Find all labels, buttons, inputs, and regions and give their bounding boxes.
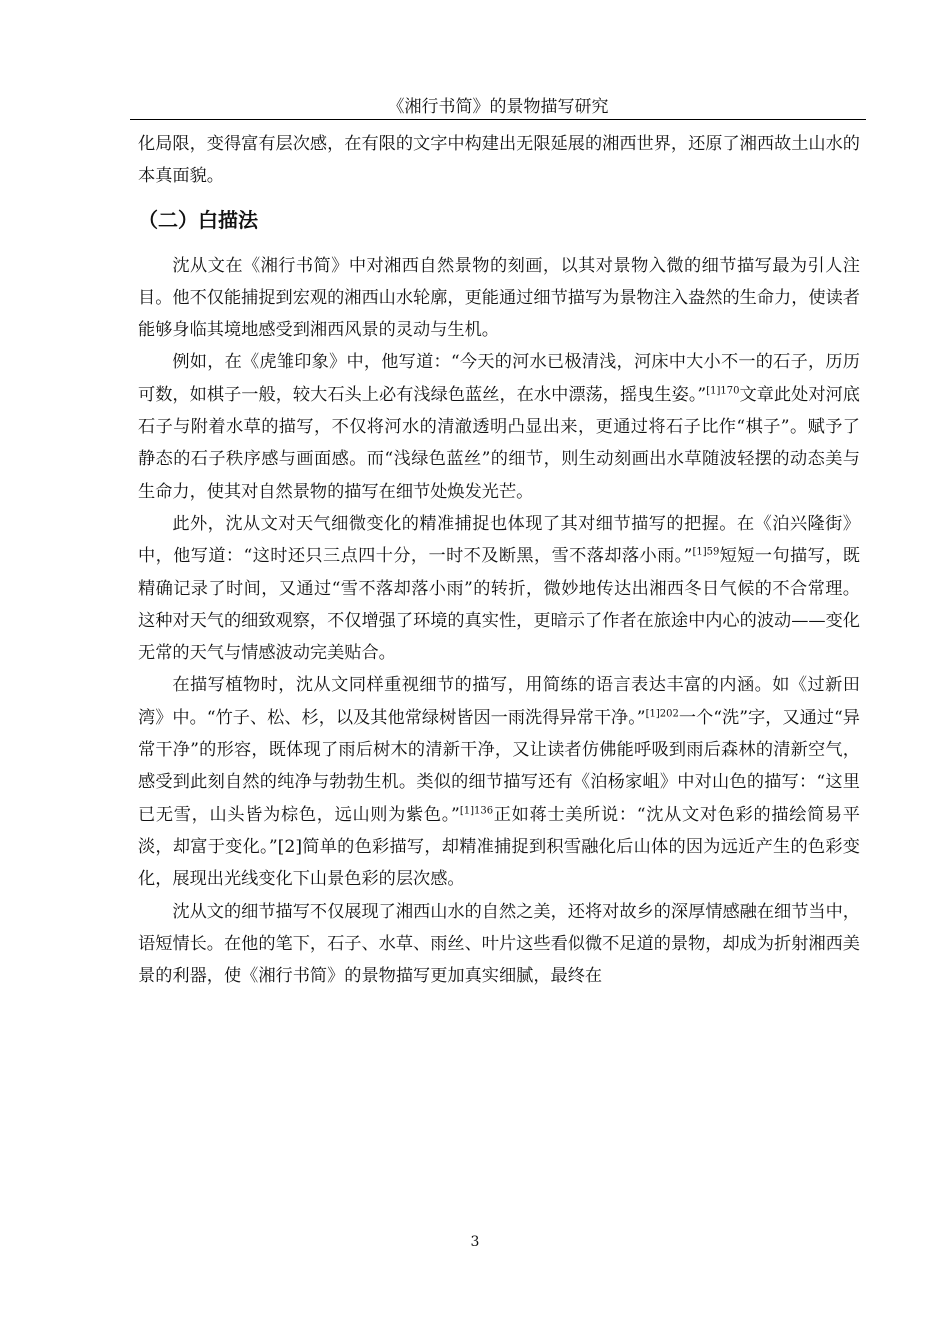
- citation-1-136: [1]136: [459, 804, 494, 816]
- paragraph-2: [138, 346, 860, 507]
- page-number: 3: [470, 1234, 480, 1250]
- body-text: [138, 128, 860, 992]
- running-header: 《湘行书简》的景物描写研究: [387, 97, 609, 117]
- citation-1-170: [1]170: [706, 385, 740, 397]
- paragraph-4-text-a: 在描写植物时，沈从文同样重视细节的描写，用简练的语言表达丰富的内涵。如《过新田湾》中。“竹子、松、杉，以及其他常绿树皆因一雨洗得异常干净。”: [138, 675, 860, 728]
- citation-1-59: [1]59: [692, 546, 720, 558]
- citation-1-202: [1]202: [645, 708, 679, 720]
- paragraph-1: 沈从文在《湘行书简》中对湘西自然景物的刻画，以其对景物入微的细节描写最为引人注目。他不仅能捕捉到宏观的湘西山水轮廓，更能通过细节描写为景物注入盎然的生命力，使读者能够身临其境地感受到湘西风景的灵动与生机。: [138, 255, 860, 341]
- header-rule: [130, 119, 866, 120]
- paragraph-3-text-b: 短短一句描写，既精确记录了时间，又通过“雪不落却落小雨”的转折，微妙地传达出湘西冬日气候的不合常理。这种对天气的细致观察，不仅增强了环境的真实性，更暗示了作者在旅途中内心的波动——变化无常的天气与情感波动完美贴合。: [138, 546, 860, 664]
- paragraph-4-text-b: 一个“洗”字，又通过“异常干净”的形容，既体现了雨后树木的清新干净，又让读者仿佛能呼吸到雨后森林的清新空气，感受到此刻自然的纯净与勃勃生机。类似的细节描写还有《泊杨家岨》中对山色的描写：“这里已无雪，山头皆为棕色，远山则为紫色。”: [138, 707, 860, 825]
- section-heading: （二）白描法: [138, 207, 258, 232]
- paragraph-continued: 化局限，变得富有层次感，在有限的文字中构建出无限延展的湘西世界，还原了湘西故土山水的本真面貌。: [138, 134, 860, 187]
- paragraph-4-text-c: 正如蒋士美所说：“沈从文对色彩的描绘简易平淡，却富于变化。”[2]简单的色彩描写，却精准捕捉到积雪融化后山体的因为远近产生的色彩变化，展现出光线变化下山景色彩的层次感。: [138, 804, 860, 890]
- paragraph-3-text-a: 此外，沈从文对天气细微变化的精准捕捉也体现了其对细节描写的把握。在《泊兴隆街》中，他写道：“这时还只三点四十分，一时不及断黑，雪不落却落小雨。”: [138, 513, 860, 567]
- paragraph-4: [138, 669, 860, 895]
- paragraph-5: 沈从文的细节描写不仅展现了湘西山水的自然之美，还将对故乡的深厚情感融在细节当中，语短情长。在他的笔下，石子、水草、雨丝、叶片这些看似微不足道的景物，却成为折射湘西美景的利器，使《湘行书简》的景物描写更加真实细腻，最终在: [138, 901, 860, 987]
- paragraph-3: [138, 508, 860, 669]
- paragraph-2-text-a: 例如，在《虎雏印象》中，他写道：“今天的河水已极清浅，河床中大小不一的石子，历历可数，如棋子一般，较大石头上必有浅绿色蓝丝，在水中漂荡，摇曳生姿。”: [138, 352, 860, 405]
- paragraph-2-text-b: 文章此处对河底石子与附着水草的描写，不仅将河水的清澈透明凸显出来，更通过将石子比作“棋子”。赋予了静态的石子秩序感与画面感。而“浅绿色蓝丝”的细节，则生动刻画出水草随波轻摆的动态美与生命力，使其对自然景物的描写在细节处焕发光芒。: [138, 384, 860, 502]
